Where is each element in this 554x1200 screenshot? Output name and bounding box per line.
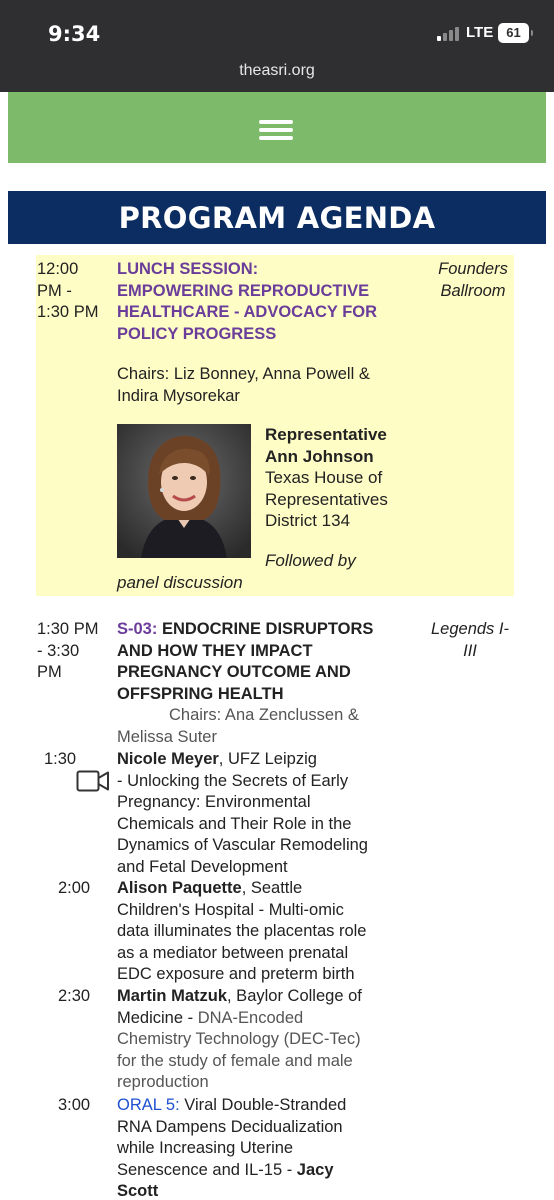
page-title-banner [8,191,546,244]
talk-2-speaker: Alison Paquette [117,879,242,897]
speaker-role: Texas House of Representatives District 134 [265,468,388,530]
talk-1: Nicole Meyer, UFZ Leipzig - Unlocking the Secrets of Early Pregnancy: Environmental Chemicals and Their Role in the Dynamics of Vascular Remodeling and Fetal Development [117,750,368,876]
session-chairs: Chairs: Ana Zenclussen & Melissa Suter [117,706,359,746]
site-header [8,92,546,163]
talk-1-speaker: Nicole Meyer [117,750,219,768]
talk-2: Alison Paquette, Seattle Children's Hospital - Multi-omic data illuminates the placentas role as a mediator between prenatal EDC exposure and preterm birth [117,879,367,983]
clock: 9:34 [48,22,101,46]
talk-4-time: 3:00 [58,1096,91,1114]
session-location: Legends I- III [431,620,509,660]
lunch-title: LUNCH SESSION: EMPOWERING REPRODUCTIVE HEALTHCARE - ADVOCACY FOR POLICY PROGRESS [117,260,378,343]
network-type: LTE [466,24,494,41]
talk-4: ORAL 5: Viral Double-Stranded RNA Dampens Decidualization while Increasing Uterine Senescence and IL-15 - Jacy Scott [117,1096,347,1200]
session-time: 1:30 PM - 3:30 PM [37,620,99,681]
session-code[interactable]: S-03: [117,620,158,638]
talk-3-time: 2:30 [58,987,91,1005]
video-camera-icon[interactable] [76,768,110,794]
lunch-time: 12:00 PM - 1:30 PM [37,260,99,321]
followed-by: Followed by [265,551,356,570]
web-page [8,92,546,1200]
talk-3: Martin Matzuk, Baylor College of Medicine - DNA-Encoded Chemistry Technology (DEC-Tec) for the study of female and male reproduction [117,987,362,1091]
talk-3-speaker: Martin Matzuk [117,987,228,1005]
status-bar [0,0,554,92]
cellular-signal-icon [437,27,463,41]
speaker-photo [117,424,251,558]
lunch-chairs: Chairs: Liz Bonney, Anna Powell & Indira Mysorekar [117,365,370,405]
panel-discussion: panel discussion [117,573,243,592]
address-bar[interactable]: theasri.org [239,62,315,79]
battery-icon: 61 [498,23,529,43]
page-title: PROGRAM AGENDA [118,201,436,235]
oral-5-link[interactable]: ORAL 5: [117,1096,180,1114]
hamburger-icon[interactable] [259,120,293,140]
session-title: S-03: ENDOCRINE DISRUPTORS AND HOW THEY IMPACT PREGNANCY OUTCOME AND OFFSPRING HEALTH [117,620,374,703]
talk-2-time: 2:00 [58,879,91,897]
lunch-location: Founders Ballroom [438,260,508,300]
speaker-name: Representative Ann Johnson [265,425,387,466]
talk-1-time: 1:30 [44,750,77,768]
